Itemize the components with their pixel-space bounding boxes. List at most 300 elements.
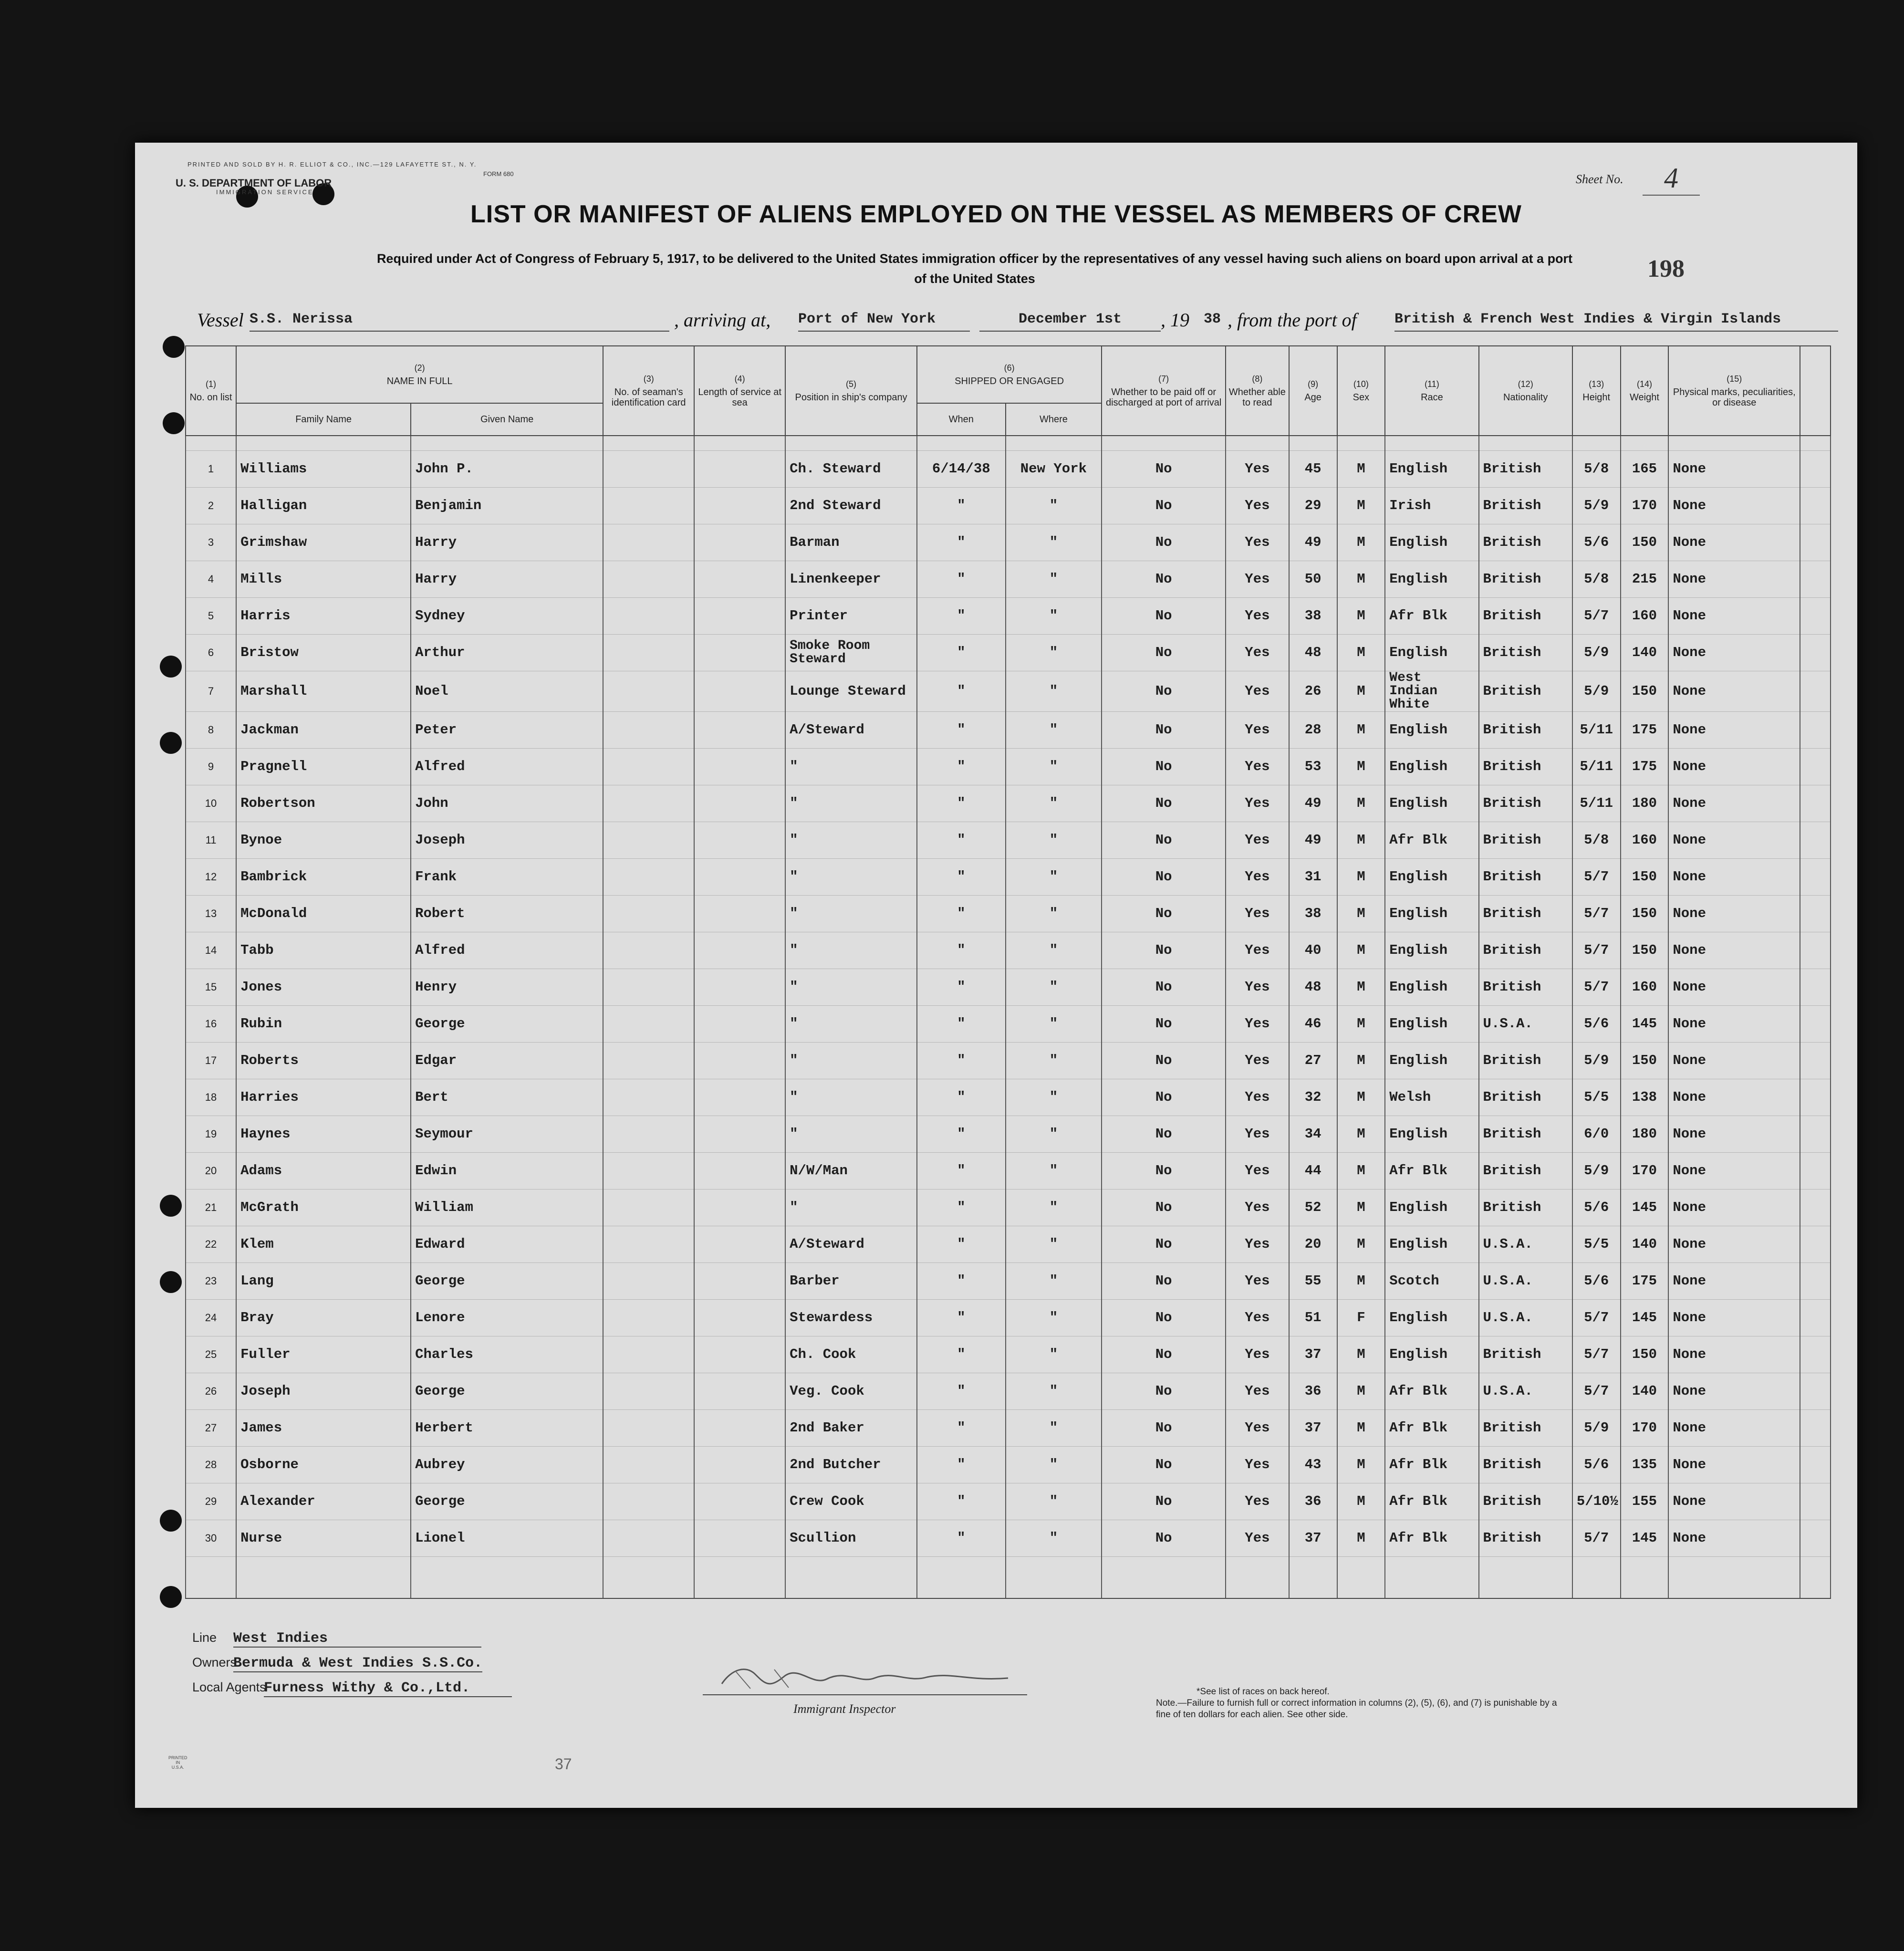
cell-race: Afr Blk xyxy=(1385,1447,1478,1483)
cell-nationality: British xyxy=(1479,598,1572,635)
cell-physical-marks: None xyxy=(1668,749,1800,785)
cell-service-length xyxy=(694,785,785,822)
col-header-marks: (15) Physical marks, peculiarities, or disease xyxy=(1668,346,1800,436)
table-row xyxy=(186,712,1831,749)
cell-row-number: 2 xyxy=(186,488,236,524)
cell-age: 52 xyxy=(1289,1189,1337,1226)
table-row xyxy=(186,1043,1831,1079)
cell-id-card xyxy=(603,969,694,1006)
cell-blank xyxy=(1800,1189,1831,1226)
cell-able-to-read: Yes xyxy=(1226,1373,1289,1410)
cell-shipped-where: New York xyxy=(1006,451,1102,488)
cell-id-card xyxy=(603,1263,694,1300)
cell-physical-marks: None xyxy=(1668,635,1800,671)
punch-hole xyxy=(160,1510,182,1532)
cell-id-card xyxy=(603,785,694,822)
cell-shipped-where: " xyxy=(1006,1189,1102,1226)
cell-shipped-where: " xyxy=(1006,932,1102,969)
table-row xyxy=(186,1483,1831,1520)
col-header-read: (8) Whether able to read xyxy=(1226,346,1289,436)
cell-blank xyxy=(1800,1079,1831,1116)
cell-position: " xyxy=(785,1189,917,1226)
cell-shipped-when: " xyxy=(917,969,1006,1006)
cell-row-number: 12 xyxy=(186,859,236,896)
cell-age: 36 xyxy=(1289,1373,1337,1410)
col-header-nationality: (12) Nationality xyxy=(1479,346,1572,436)
cell-position: A/Steward xyxy=(785,712,917,749)
cell-service-length xyxy=(694,561,785,598)
cell-id-card xyxy=(603,1520,694,1557)
cell-given-name: Harry xyxy=(411,524,603,561)
cell-able-to-read: Yes xyxy=(1226,1483,1289,1520)
cell-family-name: Bray xyxy=(236,1300,411,1336)
cell-weight: 140 xyxy=(1621,1373,1669,1410)
cell-sex: M xyxy=(1337,712,1385,749)
cell-height: 5/6 xyxy=(1572,1447,1621,1483)
cell-position: " xyxy=(785,969,917,1006)
table-row xyxy=(186,1373,1831,1410)
cell-shipped-where: " xyxy=(1006,785,1102,822)
cell-sex: M xyxy=(1337,1226,1385,1263)
punch-hole xyxy=(160,1195,182,1217)
cell-paid-off: No xyxy=(1102,785,1226,822)
cell-blank xyxy=(1800,1006,1831,1043)
cell-weight: 175 xyxy=(1621,1263,1669,1300)
table-spacer-row xyxy=(186,436,1831,451)
cell-race: English xyxy=(1385,749,1478,785)
cell-family-name: Haynes xyxy=(236,1116,411,1153)
cell-shipped-when: " xyxy=(917,635,1006,671)
cell-age: 28 xyxy=(1289,712,1337,749)
cell-weight: 160 xyxy=(1621,598,1669,635)
cell-family-name: Tabb xyxy=(236,932,411,969)
cell-sex: M xyxy=(1337,671,1385,712)
cell-id-card xyxy=(603,1300,694,1336)
cell-row-number: 27 xyxy=(186,1410,236,1447)
cell-height: 5/7 xyxy=(1572,1336,1621,1373)
cell-position: Scullion xyxy=(785,1520,917,1557)
cell-race: Afr Blk xyxy=(1385,598,1478,635)
cell-position: 2nd Butcher xyxy=(785,1447,917,1483)
cell-able-to-read: Yes xyxy=(1226,598,1289,635)
cell-shipped-when: " xyxy=(917,1226,1006,1263)
cell-sex: M xyxy=(1337,1410,1385,1447)
punch-hole xyxy=(163,336,185,358)
cell-age: 27 xyxy=(1289,1043,1337,1079)
cell-given-name: Aubrey xyxy=(411,1447,603,1483)
races-note: *See list of races on back hereof. xyxy=(1197,1687,1330,1697)
cell-physical-marks: None xyxy=(1668,1373,1800,1410)
cell-row-number: 25 xyxy=(186,1336,236,1373)
cell-able-to-read: Yes xyxy=(1226,1006,1289,1043)
cell-paid-off: No xyxy=(1102,488,1226,524)
punch-hole xyxy=(160,1271,182,1293)
cell-able-to-read: Yes xyxy=(1226,859,1289,896)
cell-position: " xyxy=(785,1006,917,1043)
cell-row-number: 14 xyxy=(186,932,236,969)
cell-shipped-when: " xyxy=(917,561,1006,598)
col-header-position: (5) Position in ship's company xyxy=(785,346,917,436)
table-row xyxy=(186,1410,1831,1447)
cell-age: 48 xyxy=(1289,969,1337,1006)
cell-race: Afr Blk xyxy=(1385,1153,1478,1189)
cell-position: Ch. Steward xyxy=(785,451,917,488)
cell-sex: M xyxy=(1337,1336,1385,1373)
cell-height: 5/11 xyxy=(1572,785,1621,822)
cell-service-length xyxy=(694,1373,785,1410)
cell-service-length xyxy=(694,1043,785,1079)
cell-service-length xyxy=(694,524,785,561)
cell-weight: 145 xyxy=(1621,1300,1669,1336)
printer-credit: PRINTED AND SOLD BY H. R. ELLIOT & CO., INC.—129 LAFAYETTE ST., N. Y. xyxy=(187,161,477,168)
cell-able-to-read: Yes xyxy=(1226,1447,1289,1483)
cell-physical-marks: None xyxy=(1668,598,1800,635)
cell-nationality: U.S.A. xyxy=(1479,1263,1572,1300)
cell-sex: M xyxy=(1337,1079,1385,1116)
cell-able-to-read: Yes xyxy=(1226,969,1289,1006)
cell-id-card xyxy=(603,671,694,712)
crew-table xyxy=(185,345,1831,1599)
table-row xyxy=(186,749,1831,785)
vessel-line xyxy=(197,305,1838,334)
cell-nationality: British xyxy=(1479,712,1572,749)
cell-row-number: 1 xyxy=(186,451,236,488)
cell-nationality: U.S.A. xyxy=(1479,1300,1572,1336)
cell-weight: 170 xyxy=(1621,1410,1669,1447)
cell-height: 5/8 xyxy=(1572,451,1621,488)
cell-shipped-when: " xyxy=(917,1043,1006,1079)
cell-shipped-where: " xyxy=(1006,635,1102,671)
cell-race: English xyxy=(1385,896,1478,932)
table-row xyxy=(186,859,1831,896)
cell-service-length xyxy=(694,1336,785,1373)
cell-position: " xyxy=(785,859,917,896)
cell-height: 5/7 xyxy=(1572,859,1621,896)
table-row xyxy=(186,1447,1831,1483)
cell-blank xyxy=(1800,1373,1831,1410)
cell-paid-off: No xyxy=(1102,598,1226,635)
cell-able-to-read: Yes xyxy=(1226,1189,1289,1226)
cell-nationality: British xyxy=(1479,524,1572,561)
sheet-number-label: Sheet No. xyxy=(1576,172,1623,186)
cell-race: English xyxy=(1385,1189,1478,1226)
cell-row-number: 30 xyxy=(186,1520,236,1557)
cell-sex: M xyxy=(1337,524,1385,561)
cell-id-card xyxy=(603,1189,694,1226)
cell-age: 55 xyxy=(1289,1263,1337,1300)
cell-height: 5/7 xyxy=(1572,1300,1621,1336)
cell-service-length xyxy=(694,1116,785,1153)
cell-position: Veg. Cook xyxy=(785,1373,917,1410)
table-row xyxy=(186,1153,1831,1189)
cell-paid-off: No xyxy=(1102,1006,1226,1043)
cell-given-name: Alfred xyxy=(411,932,603,969)
col-header-race: (11) Race xyxy=(1385,346,1478,436)
cell-weight: 170 xyxy=(1621,488,1669,524)
cell-weight: 155 xyxy=(1621,1483,1669,1520)
cell-shipped-when: " xyxy=(917,822,1006,859)
cell-weight: 160 xyxy=(1621,969,1669,1006)
cell-family-name: Joseph xyxy=(236,1373,411,1410)
cell-shipped-where: " xyxy=(1006,1410,1102,1447)
cell-given-name: Alfred xyxy=(411,749,603,785)
col-header-height: (13) Height xyxy=(1572,346,1621,436)
cell-sex: M xyxy=(1337,1373,1385,1410)
cell-height: 5/6 xyxy=(1572,1006,1621,1043)
cell-blank xyxy=(1800,1043,1831,1079)
cell-id-card xyxy=(603,1447,694,1483)
owners-row xyxy=(192,1655,512,1680)
cell-physical-marks: None xyxy=(1668,1226,1800,1263)
line-label: Line xyxy=(192,1630,217,1645)
cell-position: Crew Cook xyxy=(785,1483,917,1520)
cell-height: 5/8 xyxy=(1572,561,1621,598)
cell-race: English xyxy=(1385,712,1478,749)
cell-able-to-read: Yes xyxy=(1226,1079,1289,1116)
cell-id-card xyxy=(603,635,694,671)
vessel-name: S.S. Nerissa xyxy=(250,308,669,332)
cell-age: 53 xyxy=(1289,749,1337,785)
cell-shipped-where: " xyxy=(1006,749,1102,785)
cell-shipped-where: " xyxy=(1006,1447,1102,1483)
cell-physical-marks: None xyxy=(1668,451,1800,488)
cell-height: 5/6 xyxy=(1572,1189,1621,1226)
cell-shipped-where: " xyxy=(1006,561,1102,598)
cell-age: 38 xyxy=(1289,896,1337,932)
cell-nationality: British xyxy=(1479,1189,1572,1226)
cell-shipped-where: " xyxy=(1006,1043,1102,1079)
cell-age: 49 xyxy=(1289,524,1337,561)
cell-sex: M xyxy=(1337,451,1385,488)
cell-given-name: Henry xyxy=(411,969,603,1006)
cell-sex: M xyxy=(1337,561,1385,598)
cell-position: " xyxy=(785,1116,917,1153)
cell-height: 5/7 xyxy=(1572,598,1621,635)
cell-shipped-where: " xyxy=(1006,1226,1102,1263)
col-header-shipped: (6) SHIPPED OR ENGAGED xyxy=(917,346,1102,403)
col-header-where: Where xyxy=(1006,403,1102,436)
cell-given-name: Charles xyxy=(411,1336,603,1373)
subtitle-line-2: of the United States xyxy=(914,271,1035,286)
cell-service-length xyxy=(694,1153,785,1189)
cell-position: Linenkeeper xyxy=(785,561,917,598)
cell-able-to-read: Yes xyxy=(1226,451,1289,488)
cell-position: " xyxy=(785,1079,917,1116)
cell-able-to-read: Yes xyxy=(1226,1043,1289,1079)
cell-family-name: Jackman xyxy=(236,712,411,749)
cell-height: 5/5 xyxy=(1572,1226,1621,1263)
cell-blank xyxy=(1800,598,1831,635)
cell-position: " xyxy=(785,749,917,785)
cell-height: 6/0 xyxy=(1572,1116,1621,1153)
cell-id-card xyxy=(603,598,694,635)
cell-height: 5/6 xyxy=(1572,1263,1621,1300)
cell-id-card xyxy=(603,1373,694,1410)
cell-family-name: Bynoe xyxy=(236,822,411,859)
agents-value: Furness Withy & Co.,Ltd. xyxy=(264,1680,512,1697)
cell-given-name: George xyxy=(411,1373,603,1410)
cell-physical-marks: None xyxy=(1668,1447,1800,1483)
cell-family-name: Robertson xyxy=(236,785,411,822)
cell-race: English xyxy=(1385,932,1478,969)
cell-blank xyxy=(1800,671,1831,712)
cell-id-card xyxy=(603,488,694,524)
cell-height: 5/9 xyxy=(1572,671,1621,712)
table-row xyxy=(186,1336,1831,1373)
cell-sex: F xyxy=(1337,1300,1385,1336)
cell-shipped-where: " xyxy=(1006,896,1102,932)
cell-paid-off: No xyxy=(1102,822,1226,859)
cell-nationality: British xyxy=(1479,1447,1572,1483)
punch-hole xyxy=(160,1586,182,1608)
cell-family-name: McDonald xyxy=(236,896,411,932)
cell-shipped-where: " xyxy=(1006,1336,1102,1373)
cell-able-to-read: Yes xyxy=(1226,488,1289,524)
penalty-note: Note.—Failure to furnish full or correct information in columns (2), (5), (6), and (7) is punishable by a fine of ten dollars for each alien. See other side. xyxy=(1156,1698,1557,1720)
cell-physical-marks: None xyxy=(1668,896,1800,932)
cell-shipped-where: " xyxy=(1006,969,1102,1006)
arrival-date: December 1st xyxy=(979,308,1161,332)
arriving-label: , arriving at, xyxy=(674,309,771,331)
cell-row-number: 23 xyxy=(186,1263,236,1300)
cell-shipped-when: " xyxy=(917,749,1006,785)
cell-row-number: 29 xyxy=(186,1483,236,1520)
cell-shipped-where: " xyxy=(1006,1263,1102,1300)
cell-age: 43 xyxy=(1289,1447,1337,1483)
cell-height: 5/5 xyxy=(1572,1079,1621,1116)
cell-shipped-when: " xyxy=(917,785,1006,822)
cell-shipped-when: " xyxy=(917,1153,1006,1189)
cell-id-card xyxy=(603,1410,694,1447)
cell-paid-off: No xyxy=(1102,1373,1226,1410)
cell-shipped-where: " xyxy=(1006,1520,1102,1557)
cell-id-card xyxy=(603,1116,694,1153)
table-row xyxy=(186,896,1831,932)
cell-paid-off: No xyxy=(1102,932,1226,969)
cell-age: 49 xyxy=(1289,822,1337,859)
cell-service-length xyxy=(694,896,785,932)
cell-position: Printer xyxy=(785,598,917,635)
cell-sex: M xyxy=(1337,1116,1385,1153)
manifest-footer xyxy=(192,1630,512,1705)
cell-age: 31 xyxy=(1289,859,1337,896)
cell-id-card xyxy=(603,1079,694,1116)
table-row xyxy=(186,1189,1831,1226)
table-row xyxy=(186,1079,1831,1116)
cell-family-name: Adams xyxy=(236,1153,411,1189)
cell-paid-off: No xyxy=(1102,749,1226,785)
cell-given-name: Herbert xyxy=(411,1410,603,1447)
cell-sex: M xyxy=(1337,1043,1385,1079)
cell-shipped-when: " xyxy=(917,671,1006,712)
owners-value: Bermuda & West Indies S.S.Co. xyxy=(233,1655,483,1671)
cell-race: Afr Blk xyxy=(1385,1520,1478,1557)
cell-height: 5/9 xyxy=(1572,1410,1621,1447)
cell-able-to-read: Yes xyxy=(1226,1300,1289,1336)
cell-shipped-where: " xyxy=(1006,1483,1102,1520)
cell-position: " xyxy=(785,1043,917,1079)
cell-nationality: British xyxy=(1479,859,1572,896)
cell-given-name: Lionel xyxy=(411,1520,603,1557)
printed-in-usa-stamp: PRINTED IN U.S.A. xyxy=(168,1755,187,1770)
cell-able-to-read: Yes xyxy=(1226,712,1289,749)
cell-sex: M xyxy=(1337,896,1385,932)
cell-id-card xyxy=(603,1043,694,1079)
agents-row xyxy=(192,1680,512,1705)
line-value: West Indies xyxy=(233,1630,481,1648)
cell-service-length xyxy=(694,1263,785,1300)
cell-height: 5/9 xyxy=(1572,635,1621,671)
cell-shipped-where: " xyxy=(1006,1373,1102,1410)
cell-height: 5/7 xyxy=(1572,969,1621,1006)
cell-physical-marks: None xyxy=(1668,1189,1800,1226)
cell-able-to-read: Yes xyxy=(1226,561,1289,598)
cell-physical-marks: None xyxy=(1668,1520,1800,1557)
cell-physical-marks: None xyxy=(1668,1153,1800,1189)
cell-blank xyxy=(1800,1263,1831,1300)
cell-paid-off: No xyxy=(1102,1520,1226,1557)
cell-paid-off: No xyxy=(1102,524,1226,561)
cell-shipped-when: " xyxy=(917,1263,1006,1300)
cell-able-to-read: Yes xyxy=(1226,932,1289,969)
cell-position: Barber xyxy=(785,1263,917,1300)
cell-blank xyxy=(1800,451,1831,488)
cell-row-number: 8 xyxy=(186,712,236,749)
cell-nationality: British xyxy=(1479,488,1572,524)
cell-blank xyxy=(1800,1447,1831,1483)
cell-family-name: McGrath xyxy=(236,1189,411,1226)
agents-label: Local Agents xyxy=(192,1680,266,1694)
cell-family-name: Lang xyxy=(236,1263,411,1300)
cell-able-to-read: Yes xyxy=(1226,822,1289,859)
cell-sex: M xyxy=(1337,932,1385,969)
cell-nationality: British xyxy=(1479,896,1572,932)
cell-nationality: British xyxy=(1479,1410,1572,1447)
cell-family-name: Osborne xyxy=(236,1447,411,1483)
cell-shipped-when: " xyxy=(917,1189,1006,1226)
cell-able-to-read: Yes xyxy=(1226,1410,1289,1447)
cell-row-number: 16 xyxy=(186,1006,236,1043)
cell-service-length xyxy=(694,1520,785,1557)
cell-height: 5/7 xyxy=(1572,1520,1621,1557)
cell-family-name: Rubin xyxy=(236,1006,411,1043)
cell-shipped-where: " xyxy=(1006,712,1102,749)
cell-given-name: George xyxy=(411,1006,603,1043)
cell-physical-marks: None xyxy=(1668,822,1800,859)
cell-height: 5/11 xyxy=(1572,749,1621,785)
form-number: FORM 680 xyxy=(483,170,514,177)
cell-blank xyxy=(1800,1483,1831,1520)
cell-nationality: British xyxy=(1479,451,1572,488)
cell-height: 5/6 xyxy=(1572,524,1621,561)
cell-race: English xyxy=(1385,635,1478,671)
cell-shipped-when: " xyxy=(917,1520,1006,1557)
cell-weight: 150 xyxy=(1621,671,1669,712)
pencil-notation: 37 xyxy=(555,1755,572,1773)
cell-shipped-when: " xyxy=(917,1447,1006,1483)
cell-sex: M xyxy=(1337,859,1385,896)
manifest-subtitle xyxy=(259,249,1690,289)
cell-nationality: U.S.A. xyxy=(1479,1006,1572,1043)
cell-paid-off: No xyxy=(1102,1226,1226,1263)
cell-row-number: 5 xyxy=(186,598,236,635)
cell-paid-off: No xyxy=(1102,1483,1226,1520)
cell-weight: 170 xyxy=(1621,1153,1669,1189)
cell-given-name: Harry xyxy=(411,561,603,598)
table-row xyxy=(186,671,1831,712)
table-row xyxy=(186,969,1831,1006)
cell-given-name: Bert xyxy=(411,1079,603,1116)
